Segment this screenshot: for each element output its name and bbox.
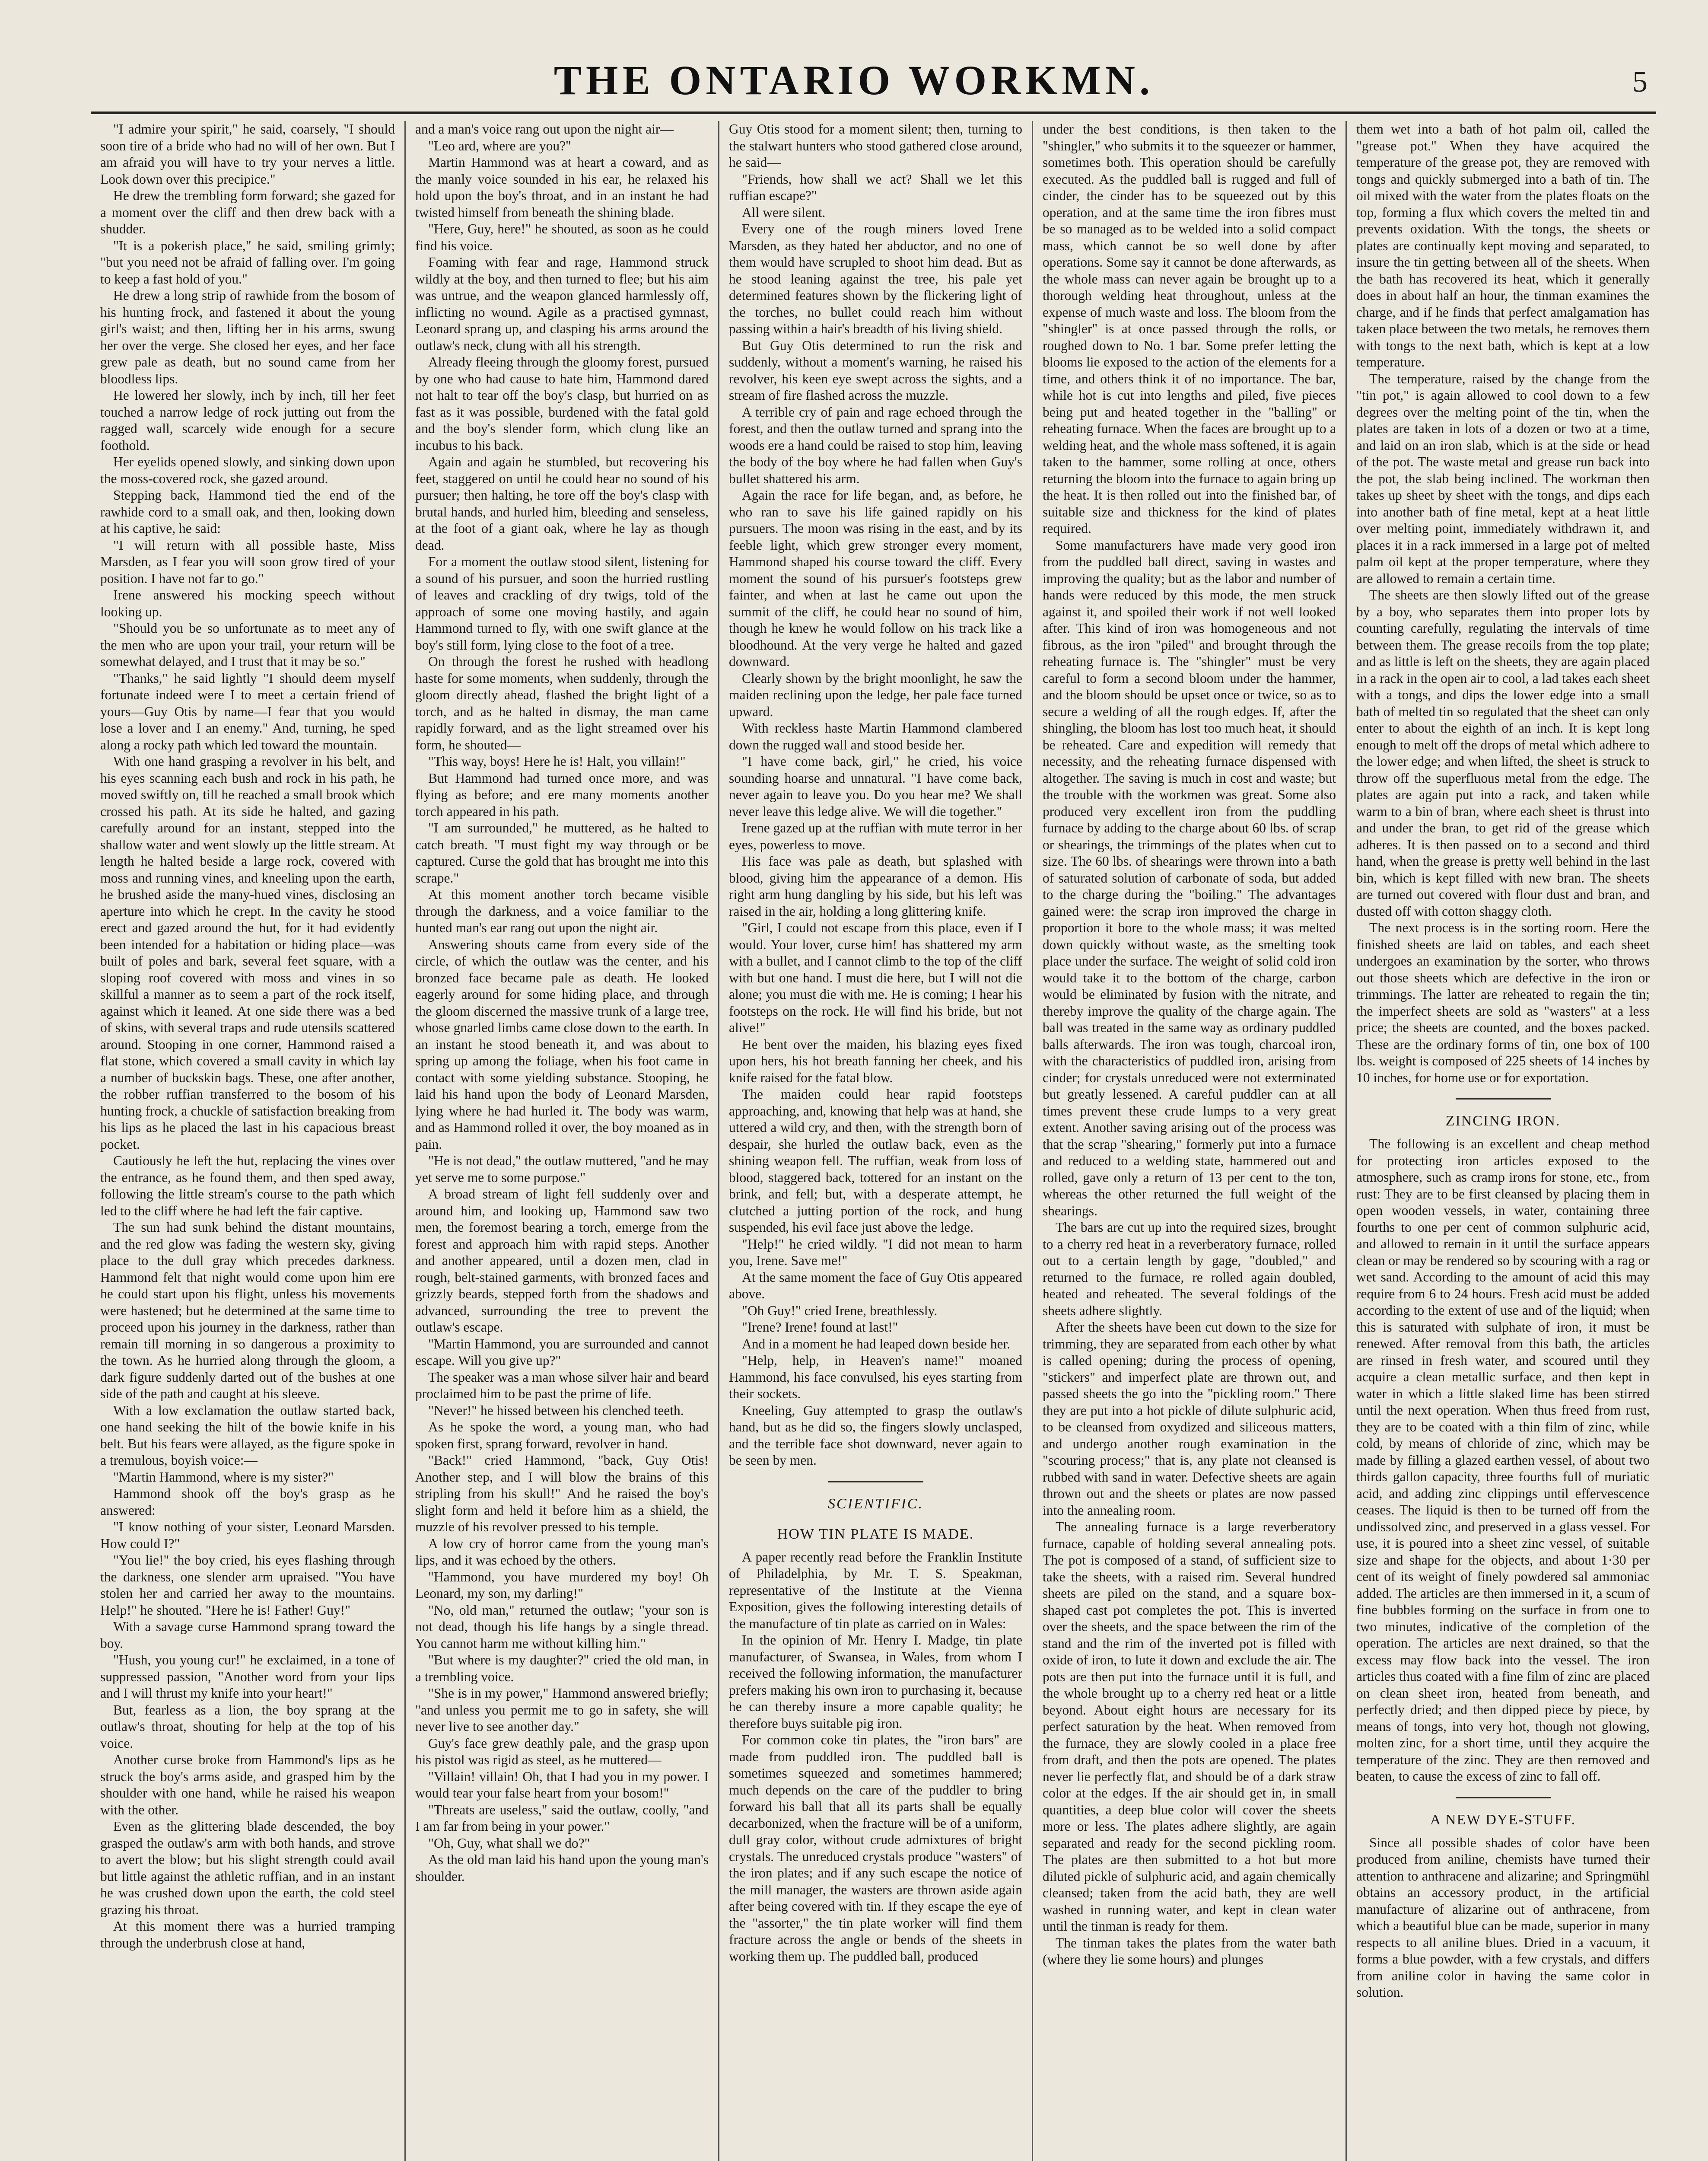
paragraph: A terrible cry of pain and rage echoed through the forest, and then the outlaw turned and sprang into the woods ere a hand could be raised to stop him, leaving the body of the boy where he had fallen when Guy's bullet shattered his arm. — [729, 404, 1022, 486]
paragraph: "You lie!" the boy cried, his eyes flashing through the darkness, one slender arm upraised. "You have stolen her and carried her away to the mountains. Help!" he shouted. "Here he is! Father! Guy!" — [100, 1552, 395, 1618]
column-3 — [718, 121, 1032, 2161]
header-rule — [91, 112, 1656, 114]
paragraph: Cautiously he left the hut, replacing the vines over the entrance, as he found them, and then sped away, following the little stream's course to the path which led to the cliff where he had left the fair captive. — [100, 1153, 395, 1218]
paragraph: He lowered her slowly, inch by inch, till her feet touched a narrow ledge of rock jutting out from the ragged wall, scarcely wide enough for a secure foothold. — [100, 388, 395, 453]
paragraph: The annealing furnace is a large reverberatory furnace, capable of holding several annealing pots. The pot is composed of a stand, of sufficient size to take the sheets, with a raised rim. Several hundred sheets are piled on the stand, and a square box-shaped cast pot completes the pot. This is inverted over the sheets, and the space between the rim of the stand and the rim of the inverted pot is filled with oxide of iron, to lute it down and exclude the air. The pots are then put into the furnace until it is full, and the whole brought up to a cherry red heat or a little beyond. About eight hours are necessary for its perfect saturation by the heat. When removed from the furnace, they are slowly cooled in a place free from draft, and then the pots are opened. The plates never lie perfectly flat, and should be of a dark straw color at the edges. If the air should get in, in small quantities, a deep blue color will cover the sheets more or less. The plates adhere slightly, are again separated and ready for the second pickling room. The plates are then submitted to a hot but more diluted pickle of sulphuric acid, and again chemically cleansed; taken from the acid bath, they are well washed in running water, and kept in clean water until the tinman is ready for them. — [1043, 1519, 1336, 1934]
column-4 — [1032, 121, 1345, 2161]
paragraph: The temperature, raised by the change from the "tin pot," is again allowed to cool down to a few degrees over the melting point of the tin, when the plates are taken in lots of a dozen or two at a time, and laid on an iron slab, which is at the side or head of the pot. The waste metal and grease run back into the pot, the slab being inclined. The workman then takes up sheet by sheet with the tongs, and dips each into another bath of fine metal, kept at a heat little over melting point, immediately withdrawn it, and places it in a rack immersed in a large pot of melted palm oil kept at the proper temperature, where they are allowed to remain a certain time. — [1356, 371, 1650, 586]
paragraph: But Guy Otis determined to run the risk and suddenly, without a moment's warning, he raised his revolver, his keen eye swept across the sights, and a stream of fire flashed across the muzzle. — [729, 338, 1022, 403]
paragraph: "He is not dead," the outlaw muttered, "and he may yet serve me to some purpose." — [415, 1153, 709, 1185]
paragraph: He bent over the maiden, his blazing eyes fixed upon hers, his hot breath fanning her cheek, and his knife raised for the fatal blow. — [729, 1036, 1022, 1085]
paragraph: "Never!" he hissed between his clenched teeth. — [428, 1402, 684, 1418]
paragraph: Kneeling, Guy attempted to grasp the outlaw's hand, but as he did so, the fingers slowly unclasped, and the terrible face shot downward, never again to be seen by men. — [729, 1402, 1022, 1468]
column-1 — [91, 121, 404, 2161]
section-divider — [828, 1481, 923, 1482]
paragraph: Even as the glittering blade descended, the boy grasped the outlaw's arm with both hands, and strove to avert the blow; but his slight strength could avail but little against the athletic ruffian, and in an instant he was crushed down upon the earth, the cold steel grazing his throat. — [100, 1819, 395, 1917]
paragraph: Again the race for life began, and, as before, he who ran to save his life gained rapidly on his pursuers. The moon was rising in the east, and by its feeble light, which grew stronger every moment, Hammond shaped his course toward the cliff. Every moment the sound of his pursuer's footsteps grew fainter, and when at last he came out upon the summit of the cliff, he could hear no sound of him, though he knew he would follow on his track like a bloodhound. At the very verge he halted and gazed downward. — [729, 488, 1022, 669]
section-heading: SCIENTIFIC. — [828, 1495, 923, 1512]
paragraph: For common coke tin plates, the "iron bars" are made from puddled iron. The puddled ball is sometimes squeezed and sometimes hammered; much depends on the care of the puddler to bring forward his ball that all its parts shall be equally decarbonized, when the fracture will be of a uniform, dull gray color, without crude admixtures of bright crystals. The unreduced crystals produce "wasters" of the iron plates; and if any such escape the notice of the mill manager, the wasters are thrown aside again after being covered with tin. If they escape the eye of the "assorter," the tin plate worker will find them fracture across the angle or bends of the sheets in working them up. The puddled ball, produced — [729, 1732, 1022, 1964]
paragraph: The next process is in the sorting room. Here the finished sheets are laid on tables, and each sheet undergoes an examination by the sorter, who throws out those sheets which are defective in the iron or trimmings. The latter are reheated to regain the tin; the imperfect sheets are sold as "wasters" at a less price; the sheets are counted, and the boxes packed. These are the ordinary forms of tin, one box of 100 lbs. weight is composed of 225 sheets of 14 inches by 10 inches, for home use or for exportation. — [1356, 920, 1650, 1085]
section-divider — [1456, 1098, 1551, 1100]
paragraph: "Leo ard, where are you?" — [428, 138, 571, 153]
section-divider — [1456, 1797, 1551, 1798]
paragraph: "But where is my daughter?" cried the old man, in a trembling voice. — [415, 1652, 709, 1684]
column-5 — [1345, 121, 1659, 2161]
paragraph: Another curse broke from Hammond's lips as he struck the boy's arms aside, and grasped him by the shoulder with one hand, while he raised his weapon with the other. — [100, 1752, 395, 1817]
paragraph: "Irene? Irene! found at last!" — [742, 1320, 898, 1335]
paragraph: For a moment the outlaw stood silent, listening for a sound of his pursuer, and soon the hurried rustling of leaves and crackling of dry twigs, told of the approach of some one moving hastily, and again Hammond turned to fly, with one swift glance at the boy's still form, lying close to the foot of a tree. — [415, 554, 709, 653]
paragraph: "Help!" he cried wildly. "I did not mean to harm you, Irene. Save me!" — [729, 1236, 1022, 1268]
paragraph: Her eyelids opened slowly, and sinking down upon the moss-covered rock, she gazed around. — [100, 454, 395, 486]
paragraph: The bars are cut up into the required sizes, brought to a cherry red heat in a reverberatory furnace, rolled out to a certain length by gage, "doubled," and returned to the furnace, re rolled again doubled, heated and reheated. The several foldings of the sheets adhere slightly. — [1043, 1220, 1336, 1318]
paragraph: A low cry of horror came from the young man's lips, and it was echoed by the others. — [415, 1536, 709, 1568]
paragraph: and a man's voice rang out upon the night air— — [415, 121, 674, 137]
paragraph: A paper recently read before the Franklin Institute of Philadelphia, by Mr. T. S. Speakman, representative of the Institute at the Vienna Exposition, gives the following interesting details of the manufacture of tin plate as carried on in Wales: — [729, 1549, 1022, 1631]
column-2 — [404, 121, 718, 2161]
paragraph: Again and again he stumbled, but recovering his feet, staggered on until he could hear no sound of his pursuer; then halting, he tore off the boy's clasp with brutal hands, and hurled him, bleeding and senseless, at the foot of a giant oak, where he lay as though dead. — [415, 454, 709, 553]
paragraph: "Villain! villain! Oh, that I had you in my power. I would tear your false heart from your bosom!" — [415, 1769, 709, 1801]
paragraph: "Martin Hammond, where is my sister?" — [113, 1469, 334, 1485]
columns-container — [91, 121, 1659, 2161]
paragraph: "She is in my power," Hammond answered briefly; "and unless you permit me to go in safety, she will never live to see another day." — [415, 1686, 709, 1734]
paragraph: "I have come back, girl," he cried, his voice sounding hoarse and unnatural. "I have come back, never again to leave you. Do you hear me? We shall never leave this ledge alive. We will die together." — [729, 754, 1022, 819]
paragraph: "Back!" cried Hammond, "back, Guy Otis! Another step, and I will blow the brains of this stripling from his skull!" And he raised the boy's slight form and held it before him as a shield, the muzzle of his revolver pressed to his temple. — [415, 1453, 709, 1534]
paragraph: "Should you be so unfortunate as to meet any of the men who are upon your trail, your return will be somewhat delayed, and I trust that it may be so." — [100, 621, 395, 669]
paragraph: them wet into a bath of hot palm oil, called the "grease pot." When they have acquired the temperature of the grease pot, they are removed with tongs and quickly submerged into a bath of tin. The oil mixed with the water from the plates floats on the top, forming a flux which covers the melted tin and prevents oxidation. With the tongs, the sheets or plates are continually kept moving and separated, to insure the tin getting between all of the sheets. When the bath has recovered its heat, which it generally does in about half an hour, the tinman examines the charge, and if he finds that perfect amalgamation has taken place between the two metals, he removes them with tongs to the next bath, which is kept at a low temperature. — [1356, 121, 1650, 370]
paragraph: The sun had sunk behind the distant mountains, and the red glow was fading the western sky, giving place to the dull gray which precedes darkness. Hammond felt that night would come upon him ere he could start upon his flight, unless his movements were hastened; but he determined at the same time to proceed upon his journey in the darkness, rather than remain till morning in so dangerous a proximity to the town. As he hurried along through the gloom, a dark figure suddenly darted out of the bushes at one side of the path and caught at his sleeve. — [100, 1220, 395, 1401]
paragraph: A broad stream of light fell suddenly over and around him, and looking up, Hammond saw two men, the foremost bearing a torch, emerge from the forest and approach him with rapid steps. Another and another appeared, until a dozen men, clad in rough, belt-stained garments, with bronzed faces and grizzly beards, stepped forth from the shadows and advanced, surrounding the tree to prevent the outlaw's escape. — [415, 1186, 709, 1335]
paragraph: Hammond shook off the boy's grasp as he answered: — [100, 1486, 395, 1518]
article-heading: HOW TIN PLATE IS MADE. — [777, 1526, 974, 1542]
paragraph: After the sheets have been cut down to the size for trimming, they are separated from each other by what is called opening; during the process of opening, "stickers" and imperfect plate are thrown out, and passed sheets the go into the "pickling room." There they are put into a hot pickle of dilute sulphuric acid, to be cleansed from oxydized and siliceous matters, and undergo another rough examination in the "scouring process;" that is, any plate not cleansed is rubbed with sand in water. Defective sheets are again thrown out and the sheets or plates are now passed into the annealing room. — [1043, 1320, 1336, 1518]
paragraph: "I will return with all possible haste, Miss Marsden, as I fear you will soon grow tired of your position. I have not far to go." — [100, 537, 395, 586]
paragraph: "Friends, how shall we act? Shall we let this ruffian escape?" — [729, 171, 1022, 203]
paragraph: "I am surrounded," he muttered, as he halted to catch breath. "I must fight my way through or be captured. Curse the gold that has brought me into this scrape." — [415, 820, 709, 886]
paragraph: Every one of the rough miners loved Irene Marsden, as they hated her abductor, and no one of them would have scrupled to shoot him dead. But as he stood leaning against the tree, his pale yet determined features shown by the flickering light of the torches, no bullet could reach him without passing within a hair's breadth of his living shield. — [729, 221, 1022, 336]
paragraph: "I admire your spirit," he said, coarsely, "I should soon tire of a bride who had no will of her own. But I am afraid you will have to try your nerves a little. Look down over this precipice." — [100, 121, 395, 187]
paragraph: Foaming with fear and rage, Hammond struck wildly at the boy, and then turned to flee; but his aim was untrue, and the weapon glanced harmlessly off, inflicting no wound. Agile as a practised gymnast, Leonard sprang up, and clasping his arms around the outlaw's neck, clung with all his strength. — [415, 255, 709, 353]
paragraph: Martin Hammond was at heart a coward, and as the manly voice sounded in his ear, he relaxed his hold upon the boy's throat, and in an instant he had twisted himself from beneath the shining blade. — [415, 155, 709, 220]
paragraph: The speaker was a man whose silver hair and beard proclaimed him to be past the prime of life. — [415, 1369, 709, 1401]
paragraph: His face was pale as death, but splashed with blood, giving him the appearance of a demon. His right arm hung dangling by his side, but his left was raised in the air, holding a long glittering knife. — [729, 854, 1022, 919]
paragraph: Irene answered his mocking speech without looking up. — [100, 587, 395, 619]
paragraph: Clearly shown by the bright moonlight, he saw the maiden reclining upon the ledge, her pale face turned upward. — [729, 670, 1022, 719]
paragraph: With one hand grasping a revolver in his belt, and his eyes scanning each bush and rock in his path, he moved swiftly on, till he reached a small brook which crossed his path. At its side he halted, and gazing carefully around for an instant, stepped into the shallow water and went slowly up the little stream. At length he halted beside a large rock, covered with moss and running vines, and kneeling upon the earth, he brushed aside the many-hued vines, disclosing an aperture into which he crept. In the cavity he stood erect and gazed around the hut, for it had evidently been intended for a habitation or hiding place—was built of poles and bark, several feet square, with a sloping roof covered with moss and vines in so skillful a manner as to seem a part of the rock itself, against which it leaned. At one side there was a bed of skins, with several traps and rude utensils scattered around. Stooping in one corner, Hammond raised a flat stone, which covered a small cavity in which lay a number of buckskin bags. These, one after another, the robber ruffian transferred to the bosom of his hunting frock, a chuckle of satisfaction breaking from his lips as he placed the last in his capacious breast pocket. — [100, 754, 395, 1152]
paragraph: "Oh Guy!" cried Irene, breathlessly. — [742, 1303, 938, 1318]
paragraph: As the old man laid his hand upon the young man's shoulder. — [415, 1852, 709, 1884]
paragraph: Answering shouts came from every side of the circle, of which the outlaw was the center, and his bronzed face became pale as death. He looked eagerly around for some hiding place, and through the gloom discerned the massive trunk of a large tree, whose gnarled limbs came close down to the earth. In an instant he stood beneath it, and was about to spring up among the foliage, when his foot came in contact with some yielding substance. Stooping, he laid his hand upon the body of Leonard Marsden, lying where he had hurled it. The body was warm, and as Hammond rolled it over, the boy moaned as in pain. — [415, 937, 709, 1152]
paragraph: Stepping back, Hammond tied the end of the rawhide cord to a small oak, and then, looking down at his captive, he said: — [100, 488, 395, 536]
paragraph: On through the forest he rushed with headlong haste for some moments, when suddenly, through the gloom directly ahead, flashed the bright light of a torch, and as he halted in dismay, the man came rapidly forward, and as the light streamed over his form, he shouted— — [415, 654, 709, 752]
paragraph: "No, old man," returned the outlaw; "your son is not dead, though his life hangs by a single thread. You cannot harm me without killing him." — [415, 1602, 709, 1651]
paragraph: "Martin Hammond, you are surrounded and cannot escape. Will you give up?" — [415, 1336, 709, 1368]
paragraph: "Help, help, in Heaven's name!" moaned Hammond, his face convulsed, his eyes starting from their sockets. — [729, 1353, 1022, 1401]
paragraph: With a savage curse Hammond sprang toward the boy. — [100, 1619, 395, 1651]
article-heading: A NEW DYE-STUFF. — [1430, 1811, 1576, 1828]
paragraph: Already fleeing through the gloomy forest, pursued by one who had cause to hate him, Hammond dared not halt to tear off the boy's clasp, but hurried on as fast as it was possible, burdened with the fatal gold and the boy's slender form, which clung like an incubus to his back. — [415, 354, 709, 453]
paragraph: "Hush, you young cur!" he exclaimed, in a tone of suppressed passion, "Another word from your lips and I will thrust my knife into your heart!" — [100, 1652, 395, 1701]
paragraph: In the opinion of Mr. Henry I. Madge, tin plate manufacturer, of Swansea, in Wales, from whom I received the following information, the manufacturer prefers making his own iron to purchasing it, because he can thereby insure a more capable quality; he therefore buys suitable pig iron. — [729, 1632, 1022, 1731]
paragraph: He drew a long strip of rawhide from the bosom of his hunting frock, and fastened it about the young girl's waist; and then, lifting her in his arms, swung her over the verge. She closed her eyes, and her face grew pale as death, but no sound came from her bloodless lips. — [100, 288, 395, 386]
paragraph: At this moment another torch became visible through the darkness, and a voice familiar to the hunted man's ear rang out upon the night air. — [415, 887, 709, 935]
paragraph: With a low exclamation the outlaw started back, one hand seeking the hilt of the bowie knife in his belt. But his fears were allayed, as the figure spoke in a tremulous, boyish voice:— — [100, 1402, 395, 1468]
paragraph: But, fearless as a lion, the boy sprang at the outlaw's throat, shouting for help at the top of his voice. — [100, 1702, 395, 1751]
paragraph: "Girl, I could not escape from this place, even if I would. Your lover, curse him! has shattered my arm with a bullet, and I cannot climb to the top of the cliff with but one hand. I must die here, but I will not die alone; you must die with me. He is coming; I hear his footsteps on the rock. He will find his bride, but not alive!" — [729, 920, 1022, 1035]
paragraph: The tinman takes the plates from the water bath (where they lie some hours) and plunges — [1043, 1935, 1336, 1967]
article-heading: ZINCING IRON. — [1445, 1113, 1561, 1129]
paragraph: At this moment there was a hurried tramping through the underbrush close at hand, — [100, 1919, 395, 1951]
paragraph: Some manufacturers have made very good iron from the puddled ball direct, saving in wastes and improving the quality; but as the labor and number of hands were reduced by this mode, the men struck against it, and spoiled their work if not well looked after. This kind of iron was homogeneous and not fibrous, as the iron "piled" and brought through the reheating furnace is. The "shingler" must be very careful to form a second bloom under the hammer, and the bloom should be upset once or twice, so as to secure a welding of all the rough edges. If, after the shingling, the bloom has lost too much heat, it should be reheated. Care and expedition will remedy that necessity, and the reheating furnace dispensed with altogether. The saving is much in cost and waste; but the trouble with the workmen was great. Some also produced very excellent iron from the puddling furnace by adding to the charge about 60 lbs. of scrap or shearings, the trimmings of the plates when cut to size. The 60 lbs. of shearings were thrown into a bath of saturated solution of carbonate of soda, but added to the charge during the "boiling." The advantages gained were: the scrap iron improved the charge in proportion it bore to the whole mass; it was melted down quickly without waste, as the smelting took place under the surface. The weight of solid cold iron would take it to the bottom of the charge, carbon would be eliminated by fusion with the nitrate, and thereby improve the quality of the charge again. The ball was treated in the same way as ordinary puddled balls afterwards. The iron was tough, charcoal iron, with the characteristics of puddled iron, arising from cinder; for crystals unreduced were not exterminated but greatly lessened. A careful puddler can at all times prevent these crude lumps to a very great extent. Another saving arising out of the process was that the scrap "shearing," formerly put into a furnace and reduced to a welding state, hammered out and rolled, gave only a return of 13 per cent to the ton, whereas the other returned the full weight of the shearings. — [1043, 537, 1336, 1218]
paragraph: "Hammond, you have murdered my boy! Oh Leonard, my son, my darling!" — [415, 1569, 709, 1601]
paragraph: The sheets are then slowly lifted out of the grease by a boy, who separates them into proper lots by counting carefully, regulating the intervals of time between them. The grease recoils from the top plate; and as little is left on the sheets, they are again placed in a rack in the open air to cool, a lad takes each sheet with a tongs, and dips the lower edge into a small bath of melted tin so regulated that the sheet can only enter to about the eighth of an inch. It is kept long enough to melt off the drops of metal which adhere to the lower edge; and when lifted, the sheet is struck to throw off the superfluous metal from the edge. The plates are again put into a rack, and taken while warm to a bin of bran, where each sheet is thrust into and under the bran, to get rid of the grease which adheres. It is then passed on to a second and third hand, when the grease is pretty well behind in the last bin, which is kept filled with new bran. The sheets are turned out covered with flour dust and bran, and dusted off with cotton shaggy cloth. — [1356, 587, 1650, 919]
paragraph: Since all possible shades of color have been produced from aniline, chemists have turned their attention to anthracene and alizarine; and Springmühl obtains an accessory product, in the artificial manufacture of alizarine out of anthracene, from which a beautiful blue can be made, superior in many respects to all aniline blues. Dried in a vacuum, it forms a blue powder, with a few crystals, and differs from aniline color in having the same color in solution. — [1356, 1835, 1650, 2000]
paragraph: The following is an excellent and cheap method for protecting iron articles exposed to the atmosphere, such as cramp irons for stone, etc., from rust: They are to be first cleansed by placing them in open wooden vessels, in water, containing three fourths to one per cent of common sulphuric acid, and allowed to remain in it until the surface appears clean or may be rendered so by scouring with a rag or wet sand. According to the amount of acid this may require from 6 to 24 hours. Fresh acid must be added according to the extent of use and of the liquid; when this is saturated with sulphate of iron, it must be renewed. After removal from this bath, the articles are rinsed in fresh water, and scoured until they acquire a clean metallic surface, and then kept in water in which a little slaked lime has been stirred until the next operation. When thus freed from rust, they are to be coated with a thin film of zinc, while cold, by means of chloride of zinc, which may be made by filling a glazed earthen vessel, of about two thirds gallon capacity, three fourths full of muriatic acid, and adding zinc clippings until effervescence ceases. The liquid is then to be turned off from the undissolved zinc, and preserved in a glass vessel. For use, it is poured into a sheet zinc vessel, of suitable size and shape for the objects, and about 1·30 per cent of its weight of finely powdered sal ammoniac added. The articles are then immersed in it, a scum of fine bubbles forming on the surface in from one to two minutes, indicative of the completion of the operation. The articles are next drained, so that the excess may flow back into the vessel. The iron articles thus coated with a fine film of zinc are placed on clean sheet iron, heated from beneath, and perfectly dried; and then dipped piece by piece, by means of tongs, into very hot, though not glowing, molten zinc, for a short time, until they acquire the temperature of the zinc. They are then removed and beaten, to cause the excess of zinc to fall off. — [1356, 1136, 1650, 1784]
page-number: 5 — [1632, 65, 1648, 99]
paragraph: "It is a pokerish place," he said, smiling grimly; "but you need not be afraid of falling over. I'm going to keep a fast hold of you." — [100, 238, 395, 287]
paragraph: He drew the trembling form forward; she gazed for a moment over the cliff and then drew back with a shudder. — [100, 188, 395, 236]
paragraph: And in a moment he had leaped down beside her. — [742, 1336, 1011, 1351]
paragraph: "Threats are useless," said the outlaw, coolly, "and I am far from being in your power." — [415, 1802, 709, 1834]
paragraph: "I know nothing of your sister, Leonard Marsden. How could I?" — [100, 1519, 395, 1551]
masthead — [0, 54, 1708, 106]
paragraph: All were silent. — [742, 204, 826, 220]
paragraph: "This way, boys! Here he is! Halt, you villain!" — [428, 754, 686, 769]
paragraph: "Oh, Guy, what shall we do?" — [428, 1835, 590, 1851]
paragraph: Guy's face grew deathly pale, and the grasp upon his pistol was rigid as steel, as he muttered— — [415, 1735, 709, 1767]
paragraph: "Thanks," he said lightly "I should deem myself fortunate indeed were I to meet a certain friend of yours—Guy Otis by name—I fear that you would lose a lover and I an enemy." And, turning, he sped along a rocky path which led toward the mountain. — [100, 670, 395, 752]
paragraph: With reckless haste Martin Hammond clambered down the rugged wall and stood beside her. — [729, 720, 1022, 752]
paragraph: The maiden could hear rapid footsteps approaching, and, knowing that help was at hand, she uttered a wild cry, and then, with the strength born of despair, she hurled the outlaw back, even as the shining weapon fell. The ruffian, weak from loss of blood, staggered back, tottered for an instant on the brink, and fell; but, with a desperate attempt, he clutched a jutting portion of the rock, and hung suspended, his evil face just above the ledge. — [729, 1087, 1022, 1235]
paragraph: under the best conditions, is then taken to the "shingler," who submits it to the squeezer or hammer, sometimes both. This operation should be carefully executed. As the puddled ball is rugged and full of cinder, the cinder has to be squeezed out by this operation, and at the same time the iron fibres must be so managed as to be welded into a solid compact mass, which cannot be so well done by after operations. Some say it cannot be done afterwards, as the whole mass can never again be brought up to a thorough welding heat throughout, unless at the expense of much waste and loss. The bloom from the "shingler" is at once passed through the rolls, or roughed down to No. 1 bar. Some prefer letting the blooms lie exposed to the action of the elements for a time, and others think it of no importance. The bar, while hot is cut into lengths and piled, five pieces being put and heated together in the "balling" or reheating furnace. When the faces are brought up to a welding heat, and the whole mass softened, it is again taken to the hammer, some rolling at once, others returning the bloom into the furnace to again bring up the heat. It is then rolled out into the finished bar, of suitable size and thickness for the kind of plates required. — [1043, 121, 1336, 536]
paragraph: Irene gazed up at the ruffian with mute terror in her eyes, powerless to move. — [729, 820, 1022, 852]
paragraph: Guy Otis stood for a moment silent; then, turning to the stalwart hunters who stood gathered close around, he said— — [729, 121, 1022, 170]
paragraph: But Hammond had turned once more, and was flying as before; and ere many moments another torch appeared in his path. — [415, 770, 709, 819]
paragraph: As he spoke the word, a young man, who had spoken first, sprang forward, revolver in hand. — [415, 1419, 709, 1451]
paragraph: At the same moment the face of Guy Otis appeared above. — [729, 1269, 1022, 1301]
paragraph: "Here, Guy, here!" he shouted, as soon as he could find his voice. — [415, 221, 709, 253]
newspaper-title: THE ONTARIO WORKMN. — [553, 57, 1155, 103]
